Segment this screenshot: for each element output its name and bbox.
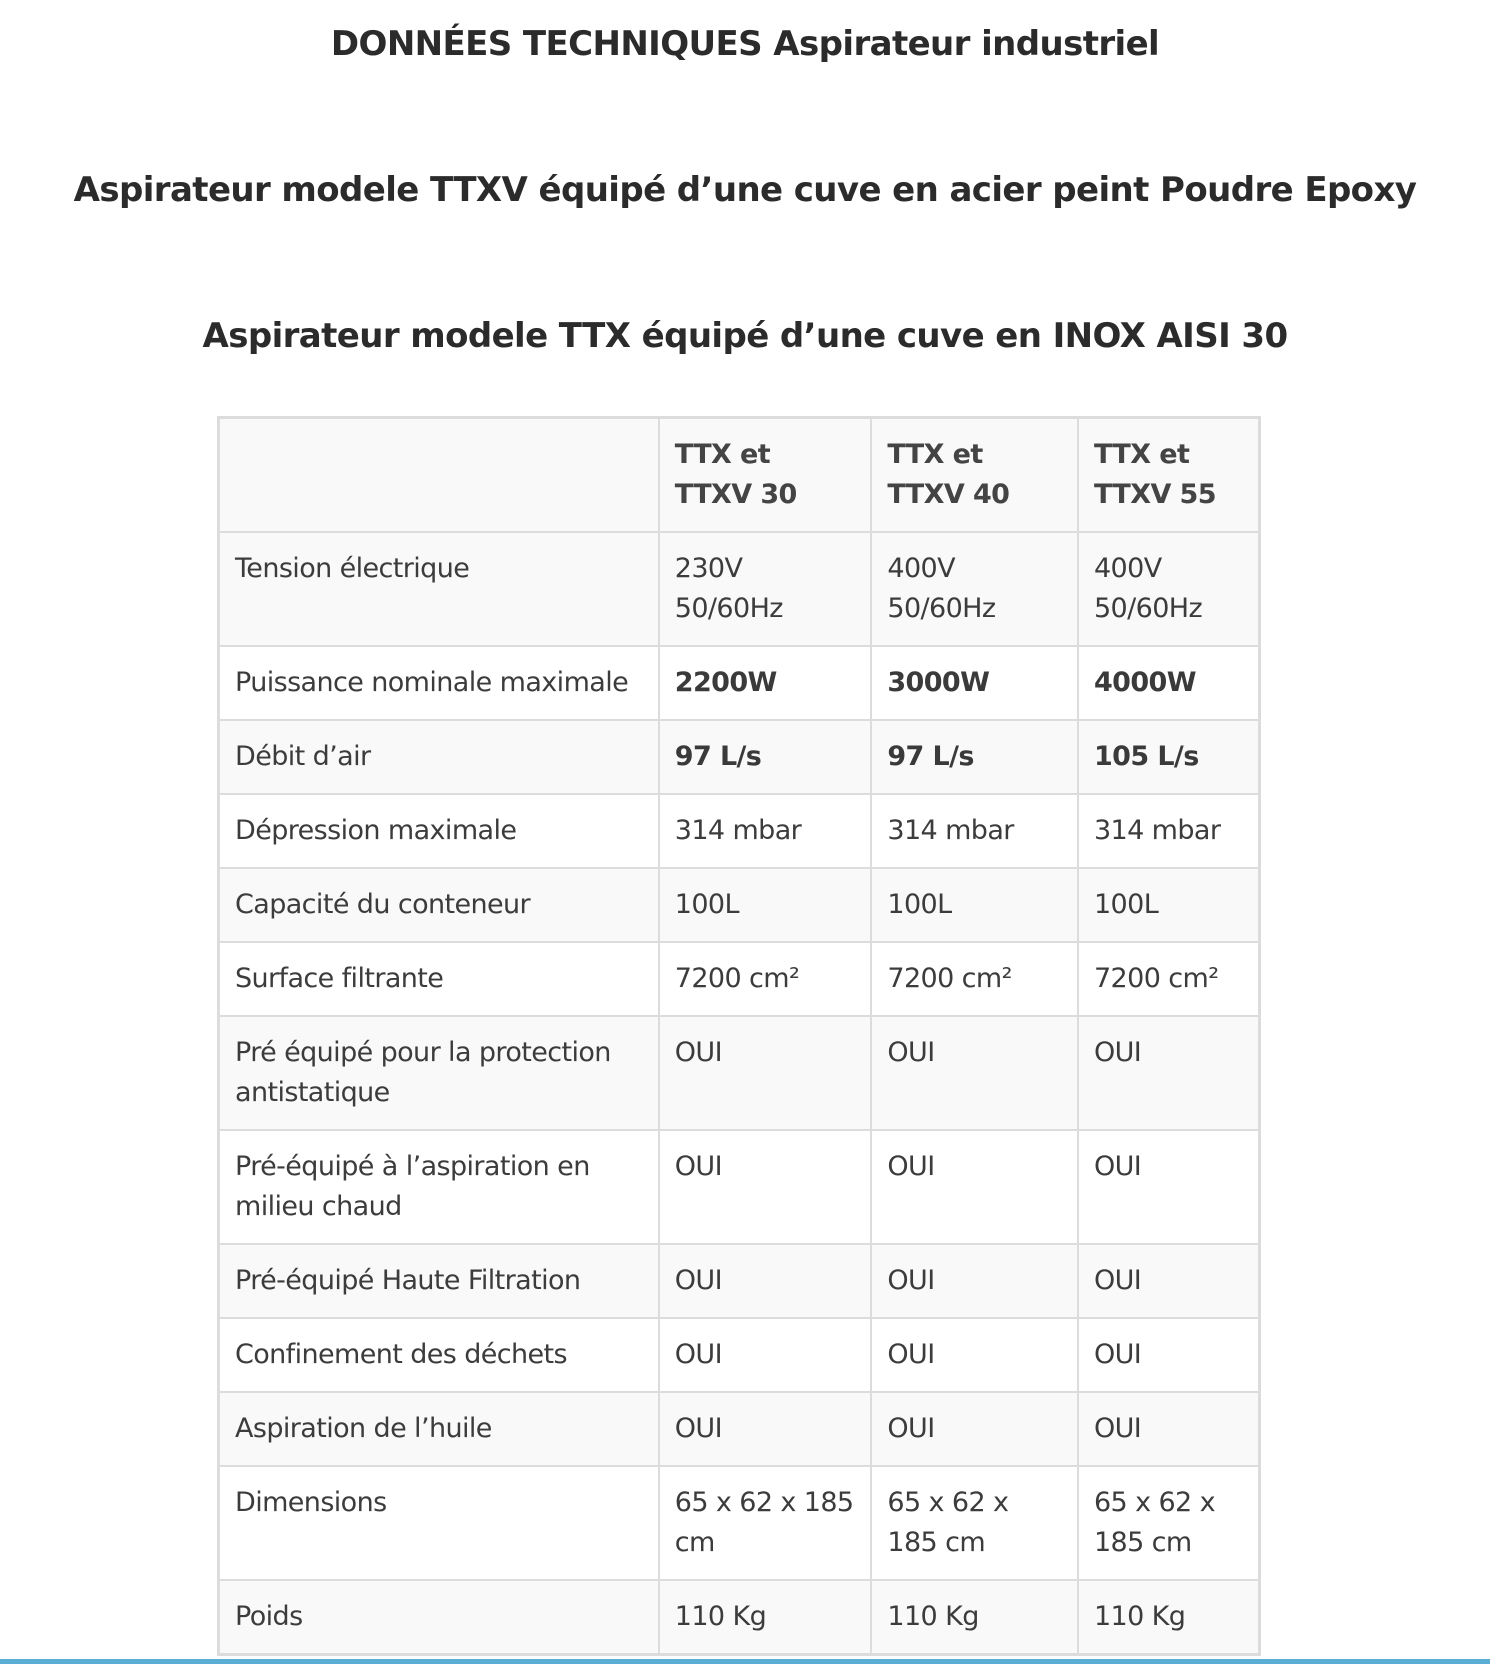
cell-value: 110 Kg [659,1580,872,1655]
table-row [219,720,1260,794]
cell-value: OUI [659,1392,872,1466]
row-label: Pré équipé pour la protection antistatique [219,1016,659,1130]
table-row [219,1392,1260,1466]
table-row [219,868,1260,942]
table-row [219,1580,1260,1655]
row-label: Tension électrique [219,532,659,646]
cell-value: 2200W [659,646,872,720]
header-model-40: TTX et TTXV 40 [871,418,1078,533]
cell-value: 65 x 62 x 185 cm [1078,1466,1260,1580]
row-label: Puissance nominale maximale [219,646,659,720]
table-row [219,942,1260,1016]
specs-table [217,416,1261,1656]
header-empty-cell [219,418,659,533]
cell-value: OUI [871,1130,1078,1244]
cell-value: OUI [871,1392,1078,1466]
table-row [219,1318,1260,1392]
table-row [219,794,1260,868]
cell-value: OUI [1078,1244,1260,1318]
cell-value: OUI [871,1244,1078,1318]
subtitle-ttx: Aspirateur modele TTX équipé d’une cuve en INOX AISI 30 [202,316,1288,356]
cell-value: 110 Kg [871,1580,1078,1655]
header-model-30: TTX et TTXV 30 [659,418,872,533]
row-label: Poids [219,1580,659,1655]
table-row [219,646,1260,720]
table-row [219,1466,1260,1580]
row-label: Surface filtrante [219,942,659,1016]
cell-value: 7200 cm² [871,942,1078,1016]
cell-value: 230V 50/60Hz [659,532,872,646]
row-label: Aspiration de l’huile [219,1392,659,1466]
cell-value: 314 mbar [1078,794,1260,868]
table-header-row [219,418,1260,533]
row-label: Confinement des déchets [219,1318,659,1392]
table-row [219,532,1260,646]
cell-value: 400V 50/60Hz [1078,532,1260,646]
cell-value: 100L [871,868,1078,942]
cell-value: OUI [1078,1130,1260,1244]
cell-value: 65 x 62 x 185 cm [659,1466,872,1580]
cell-value: 97 L/s [659,720,872,794]
row-label: Dépression maximale [219,794,659,868]
bottom-accent-line [0,1659,1490,1664]
cell-value: OUI [871,1318,1078,1392]
cell-value: 314 mbar [871,794,1078,868]
cell-value: OUI [1078,1318,1260,1392]
specs-table-container [217,416,1261,1656]
cell-value: 400V 50/60Hz [871,532,1078,646]
cell-value: 4000W [1078,646,1260,720]
cell-value: 7200 cm² [1078,942,1260,1016]
cell-value: OUI [659,1244,872,1318]
row-label: Dimensions [219,1466,659,1580]
table-row [219,1130,1260,1244]
row-label: Capacité du conteneur [219,868,659,942]
cell-value: OUI [659,1016,872,1130]
cell-value: OUI [871,1016,1078,1130]
row-label: Débit d’air [219,720,659,794]
cell-value: 3000W [871,646,1078,720]
header-model-55: TTX et TTXV 55 [1078,418,1260,533]
table-row [219,1244,1260,1318]
cell-value: 314 mbar [659,794,872,868]
cell-value: 65 x 62 x 185 cm [871,1466,1078,1580]
cell-value: 97 L/s [871,720,1078,794]
row-label: Pré-équipé à l’aspiration en milieu chaud [219,1130,659,1244]
cell-value: 7200 cm² [659,942,872,1016]
cell-value: 100L [659,868,872,942]
cell-value: OUI [659,1318,872,1392]
cell-value: OUI [1078,1016,1260,1130]
row-label: Pré-équipé Haute Filtration [219,1244,659,1318]
table-row [219,1016,1260,1130]
cell-value: OUI [659,1130,872,1244]
cell-value: OUI [1078,1392,1260,1466]
subtitle-ttxv: Aspirateur modele TTXV équipé d’une cuve en acier peint Poudre Epoxy [73,170,1417,210]
cell-value: 105 L/s [1078,720,1260,794]
page-title: DONNÉES TECHNIQUES Aspirateur industriel [330,24,1160,64]
cell-value: 110 Kg [1078,1580,1260,1655]
cell-value: 100L [1078,868,1260,942]
